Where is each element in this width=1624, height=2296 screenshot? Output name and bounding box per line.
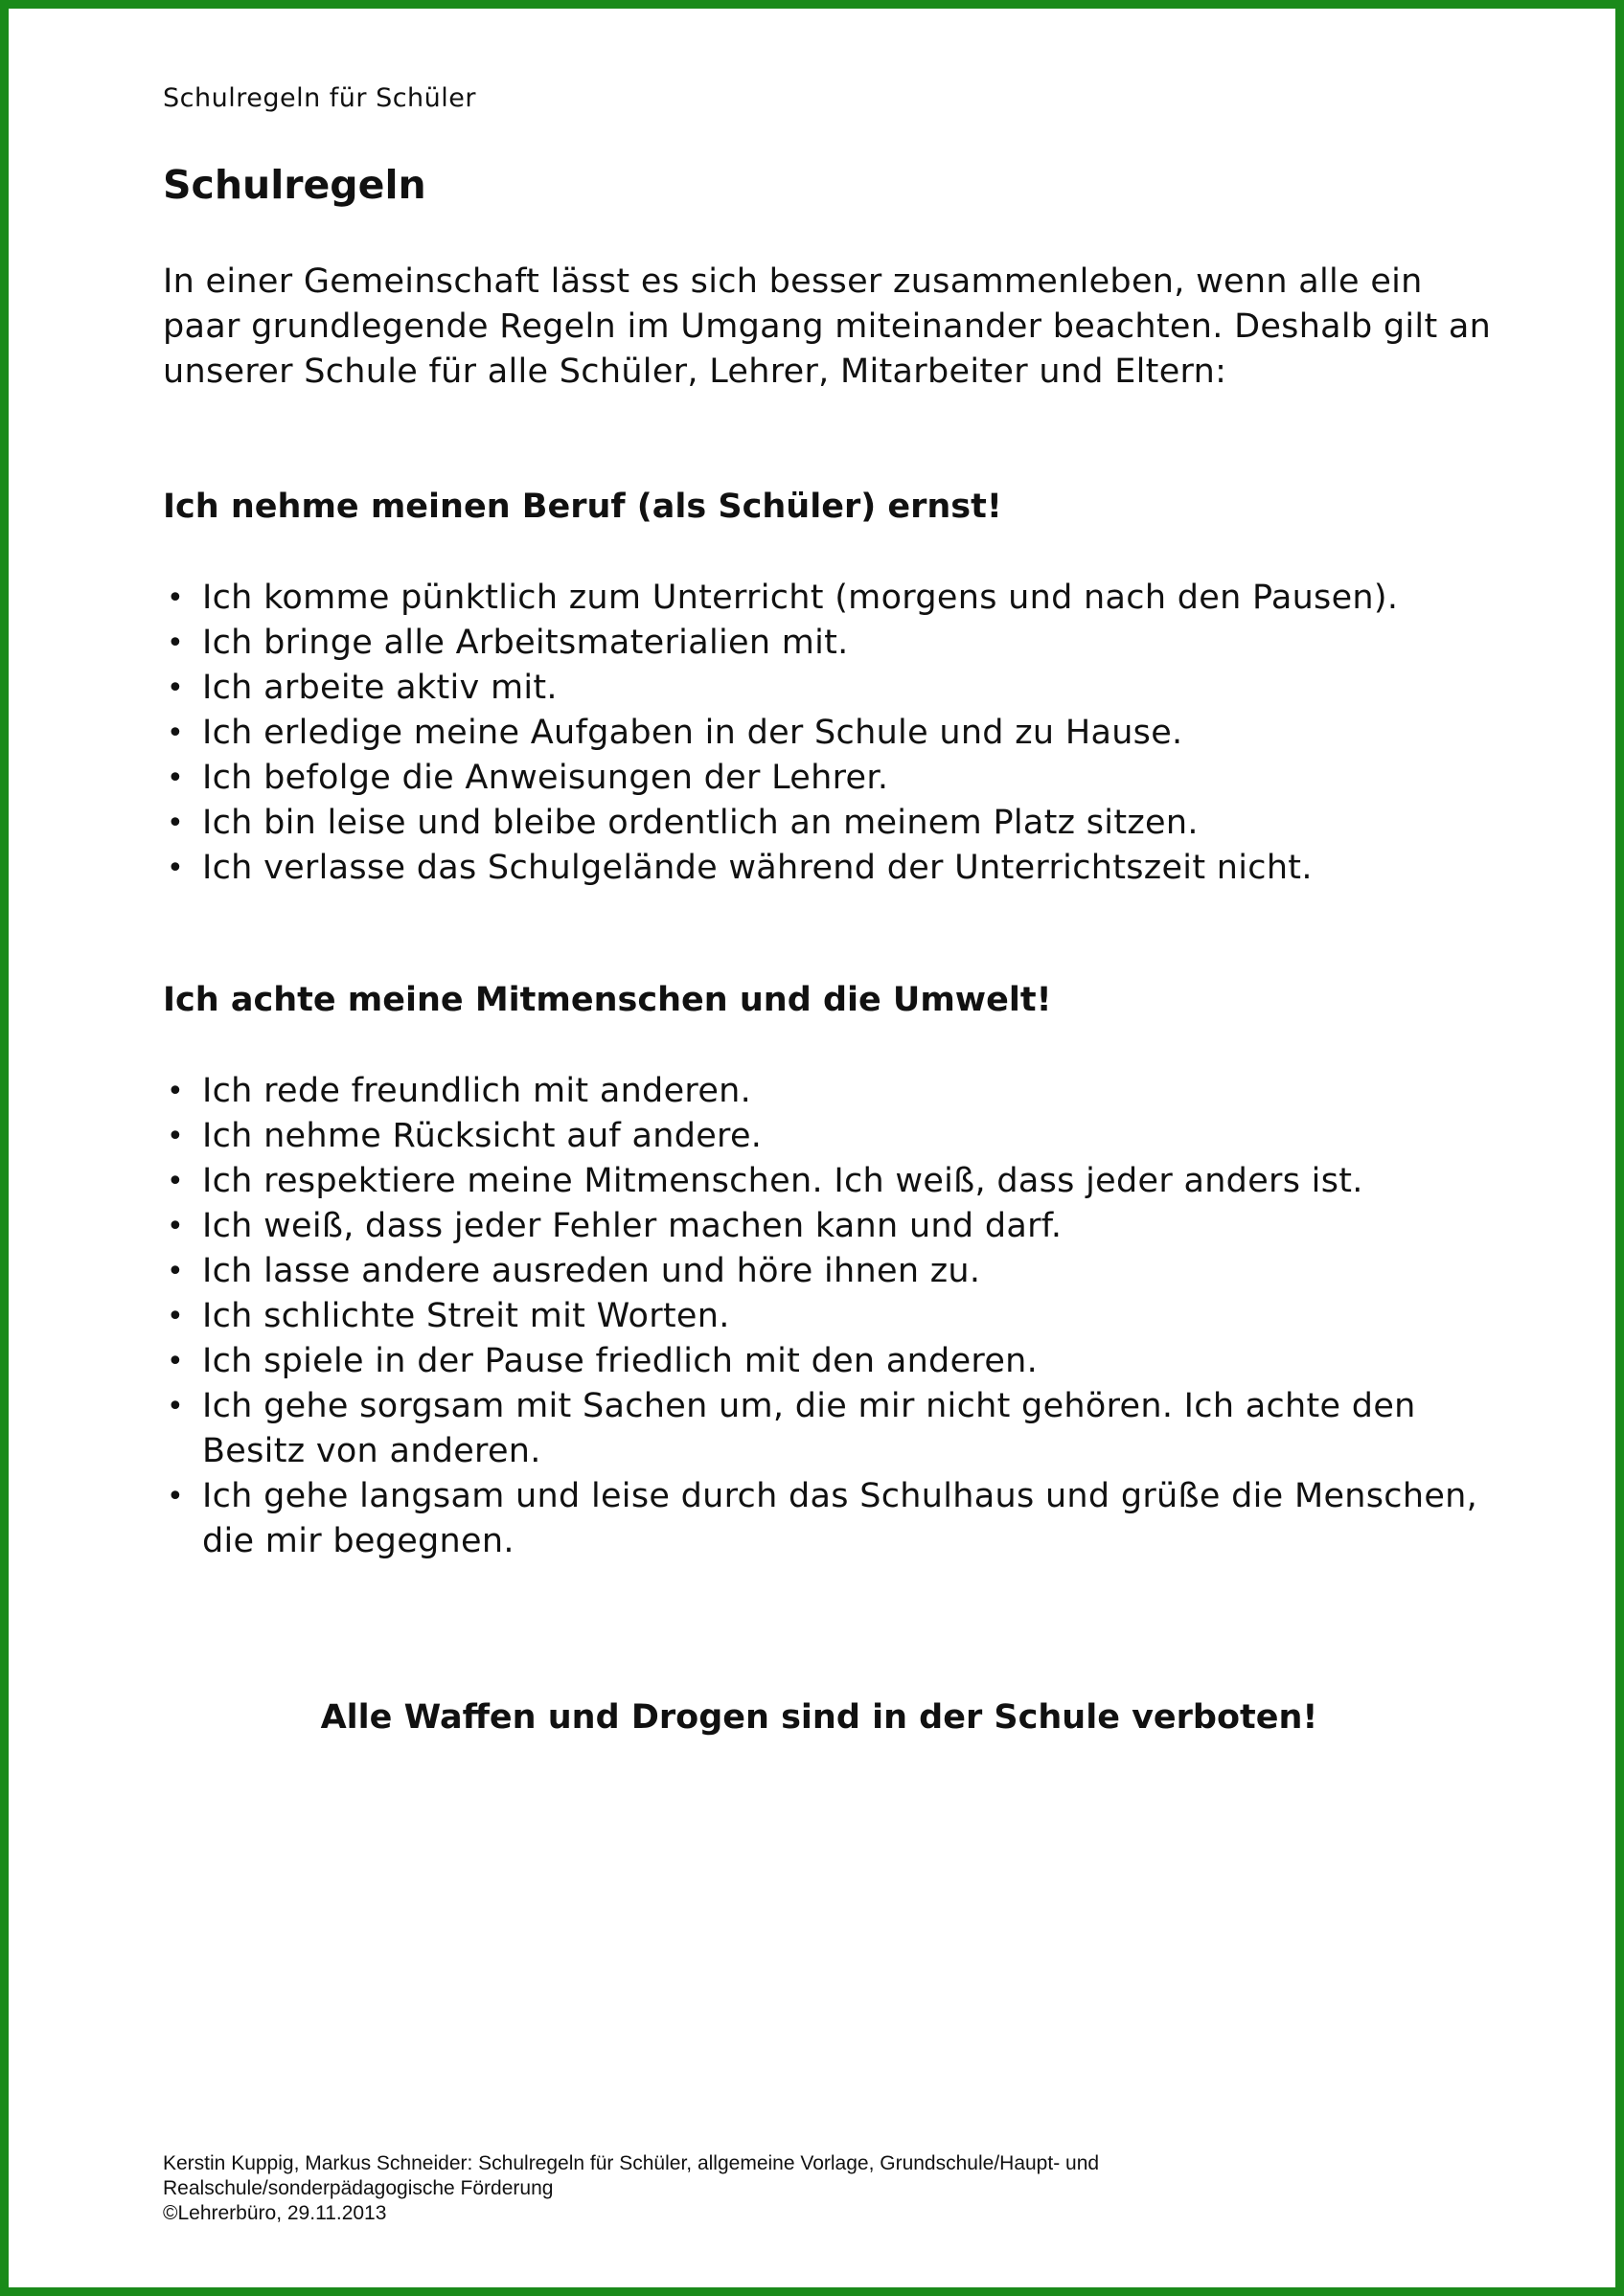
- rules-list-mitmenschen: [163, 1069, 1504, 1564]
- bullet-icon: •: [167, 1210, 184, 1243]
- rule-text: Ich verlasse das Schulgelände während der Unterrichtszeit nicht.: [202, 849, 1313, 887]
- list-item: [163, 1159, 1504, 1204]
- rule-text: Ich gehe langsam und leise durch das Schulhaus und grüße die Menschen, die mir begegnen.: [202, 1477, 1478, 1560]
- rule-text: Ich nehme Rücksicht auf andere.: [202, 1117, 763, 1155]
- footer-line: Realschule/sonderpädagogische Förderung: [163, 2177, 554, 2199]
- rule-text: Ich respektiere meine Mitmenschen. Ich weiß, dass jeder anders ist.: [202, 1162, 1363, 1200]
- list-item: [163, 711, 1504, 756]
- rule-text: Ich lasse andere ausreden und höre ihnen zu.: [202, 1252, 981, 1290]
- bullet-icon: •: [167, 581, 184, 615]
- list-item: [163, 666, 1504, 711]
- rule-text: Ich komme pünktlich zum Unterricht (morgens und nach den Pausen).: [202, 579, 1399, 617]
- bullet-icon: •: [167, 1165, 184, 1198]
- rule-text: Ich schlichte Streit mit Worten.: [202, 1297, 730, 1335]
- list-item: [163, 1249, 1504, 1294]
- rule-text: Ich spiele in der Pause friedlich mit den anderen.: [202, 1342, 1039, 1380]
- bullet-icon: •: [167, 1390, 184, 1423]
- rule-text: Ich erledige meine Aufgaben in der Schule und zu Hause.: [202, 714, 1183, 752]
- bullet-icon: •: [167, 1255, 184, 1288]
- rule-text: Ich gehe sorgsam mit Sachen um, die mir nicht gehören. Ich achte den Besitz von anderen.: [202, 1387, 1416, 1470]
- list-item: [163, 1204, 1504, 1249]
- bullet-icon: •: [167, 807, 184, 840]
- bullet-icon: •: [167, 762, 184, 795]
- footer-line: Kerstin Kuppig, Markus Schneider: Schulregeln für Schüler, allgemeine Vorlage, Grundschule/Haupt- und: [163, 2152, 1100, 2174]
- list-item: [163, 576, 1504, 621]
- list-item: [163, 621, 1504, 666]
- list-item: [163, 1384, 1504, 1474]
- bullet-icon: •: [167, 1075, 184, 1108]
- list-item: [163, 1294, 1504, 1339]
- rules-list-beruf: [163, 576, 1504, 891]
- warning-statement: Alle Waffen und Drogen sind in der Schule verboten!: [320, 1698, 1318, 1737]
- section-heading-beruf: Ich nehme meinen Beruf (als Schüler) ernst!: [163, 488, 1002, 526]
- bullet-icon: •: [167, 626, 184, 660]
- list-item: [163, 1114, 1504, 1159]
- bullet-icon: •: [167, 1345, 184, 1378]
- list-item: [163, 1474, 1504, 1564]
- rule-text: Ich arbeite aktiv mit.: [202, 669, 558, 707]
- intro-paragraph: In einer Gemeinschaft lässt es sich besser zusammenleben, wenn alle ein paar grundlegende Regeln im Umgang miteinander beachten. Deshalb gilt an unserer Schule für alle Schüler, Lehrer, Mitarbeiter und Eltern:: [163, 262, 1492, 391]
- section-heading-mitmenschen: Ich achte meine Mitmenschen und die Umwelt!: [163, 981, 1052, 1019]
- running-head: Schulregeln für Schüler: [163, 83, 476, 113]
- bullet-icon: •: [167, 852, 184, 885]
- bullet-icon: •: [167, 1300, 184, 1333]
- rule-text: Ich bringe alle Arbeitsmaterialien mit.: [202, 624, 849, 662]
- list-item: [163, 756, 1504, 801]
- list-item: [163, 801, 1504, 846]
- rule-text: Ich weiß, dass jeder Fehler machen kann und darf.: [202, 1207, 1063, 1245]
- bullet-icon: •: [167, 1120, 184, 1153]
- rule-text: Ich rede freundlich mit anderen.: [202, 1072, 752, 1110]
- bullet-icon: •: [167, 716, 184, 750]
- list-item: [163, 1069, 1504, 1114]
- footer-citation: [163, 2151, 1217, 2226]
- footer-line: ©Lehrerbüro, 29.11.2013: [163, 2202, 387, 2224]
- bullet-icon: •: [167, 1480, 184, 1513]
- list-item: [163, 1339, 1504, 1384]
- document-title: Schulregeln: [163, 162, 426, 208]
- bullet-icon: •: [167, 671, 184, 705]
- rule-text: Ich bin leise und bleibe ordentlich an meinem Platz sitzen.: [202, 804, 1199, 842]
- rule-text: Ich befolge die Anweisungen der Lehrer.: [202, 759, 889, 797]
- list-item: [163, 846, 1504, 891]
